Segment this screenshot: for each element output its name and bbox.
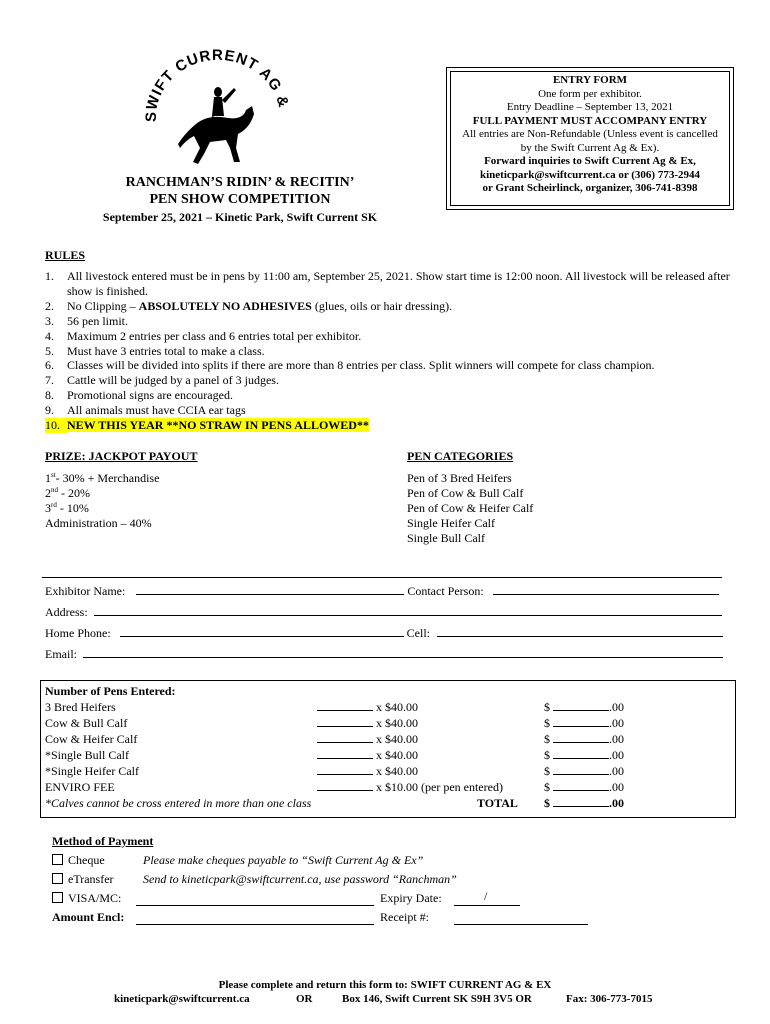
total-amount-field[interactable]: [553, 796, 609, 807]
pens-heading: Number of Pens Entered:: [45, 684, 176, 698]
expiry-field[interactable]: [454, 905, 520, 906]
prize-item: Administration – 40%: [45, 516, 152, 530]
rule-item: 2. No Clipping – ABSOLUTELY NO ADHESIVES (glues, oils or hair dressing).: [45, 298, 453, 313]
pen-amount: $ .00: [544, 732, 624, 746]
rules-heading: RULES: [45, 248, 86, 262]
prize-item: 2nd - 20%: [45, 486, 90, 500]
visa-option: [52, 891, 121, 906]
cheque-note: Please make cheques payable to “Swift Current Ag & Ex”: [143, 853, 424, 867]
receipt-field[interactable]: [454, 924, 588, 925]
address-row: [45, 605, 725, 620]
organizer-line: or Grant Scheirlinck, organizer, 306-741-8398: [482, 182, 698, 194]
rule-item: 8. Promotional signs are encouraged.: [45, 388, 233, 403]
refund-note: All entries are Non-Refundable (Unless event is cancelled: [462, 128, 718, 140]
rule-item: 4. Maximum 2 entries per class and 6 entries total per exhibitor.: [45, 328, 362, 343]
etransfer-option: [52, 872, 114, 887]
pen-count-field[interactable]: [317, 780, 373, 791]
contact-person-field[interactable]: [493, 584, 719, 595]
pen-amount: $ .00: [544, 764, 624, 778]
footer-address: Box 146, Swift Current SK S9H 3V5 OR: [342, 993, 532, 1005]
organization-logo: [138, 44, 298, 174]
pen-price-row: x $10.00 (per pen entered): [317, 779, 503, 795]
address-field[interactable]: [94, 605, 722, 616]
pen-amount: $ .00: [544, 748, 624, 762]
total-label: TOTAL: [477, 796, 518, 810]
home-phone-label: Home Phone:: [45, 626, 111, 640]
footer-or: OR: [296, 993, 313, 1005]
rule-item: 5. Must have 3 entries total to make a class.: [45, 343, 265, 358]
cheque-option: [52, 853, 105, 868]
refund-note-cont: by the Swift Current Ag & Ex).: [520, 141, 660, 154]
pen-price-row: x $40.00: [317, 763, 418, 779]
amount-encl-label: Amount Encl:: [52, 910, 125, 924]
pens-entered-box: [40, 680, 736, 818]
expiry-label: Expiry Date:: [380, 891, 442, 905]
etransfer-checkbox[interactable]: [52, 873, 63, 884]
phone-row: [45, 626, 725, 641]
rule-item: 9. All animals must have CCIA ear tags: [45, 403, 246, 418]
pen-label: 3 Bred Heifers: [45, 700, 116, 714]
amount-encl-field[interactable]: [136, 924, 374, 925]
etransfer-label: eTransfer: [68, 872, 114, 886]
prize-heading: PRIZE: JACKPOT PAYOUT: [45, 449, 198, 463]
rule-item: 1. All livestock entered must be in pens by 11:00 am, September 25, 2021. Show start time is 12:00 noon. All livestock will be released after show is finished.: [45, 269, 730, 298]
rule-item-highlighted: 10. NEW THIS YEAR **NO STRAW IN PENS ALLOWED**: [45, 418, 369, 433]
exhibitor-label: Exhibitor Name:: [45, 584, 126, 598]
visa-checkbox[interactable]: [52, 892, 63, 903]
receipt-label: Receipt #:: [380, 910, 429, 924]
pen-price-row: x $40.00: [317, 715, 418, 731]
category-item: Pen of Cow & Heifer Calf: [407, 501, 534, 515]
category-item: Pen of Cow & Bull Calf: [407, 486, 524, 500]
pen-label: *Single Bull Calf: [45, 748, 129, 762]
expiry-slash: /: [484, 889, 488, 903]
pen-amount: $ .00: [544, 780, 624, 794]
pen-label: Cow & Heifer Calf: [45, 732, 138, 746]
amount-field[interactable]: [553, 716, 609, 727]
prize-list: [45, 471, 159, 531]
home-phone-field[interactable]: [120, 626, 404, 637]
contact-email-line: kineticpark@swiftcurrent.ca or (306) 773-2944: [479, 168, 701, 181]
rule-item: 3. 56 pen limit.: [45, 313, 128, 328]
pens-note: *Calves cannot be cross entered in more than one class: [45, 796, 312, 810]
pen-label: ENVIRO FEE: [45, 780, 115, 794]
etransfer-note: Send to kineticpark@swiftcurrent.ca, use password “Ranchman”: [143, 872, 457, 886]
event-title: [40, 174, 440, 208]
total-amount: $ .00: [544, 796, 624, 810]
category-item: Pen of 3 Bred Heifers: [407, 471, 512, 485]
category-item: Single Bull Calf: [407, 531, 485, 545]
card-number-field[interactable]: [136, 905, 374, 906]
amount-field[interactable]: [553, 700, 609, 711]
exhibitor-row: [45, 584, 725, 599]
pen-price-row: x $40.00: [317, 747, 418, 763]
amount-field[interactable]: [553, 732, 609, 743]
cheque-checkbox[interactable]: [52, 854, 63, 865]
cheque-label: Cheque: [68, 853, 105, 867]
cell-label: Cell:: [406, 626, 431, 640]
pen-label: Cow & Bull Calf: [45, 716, 128, 730]
footer-email: kineticpark@swiftcurrent.ca: [114, 993, 250, 1005]
pen-amount: $ .00: [544, 716, 624, 730]
payment-heading: Method of Payment: [52, 834, 154, 848]
amount-field[interactable]: [553, 748, 609, 759]
entry-form-line: One form per exhibitor.: [538, 87, 642, 100]
rule-item: 7. Cattle will be judged by a panel of 3 judges.: [45, 373, 279, 388]
pen-count-field[interactable]: [317, 716, 373, 727]
rule-item: 6. Classes will be divided into splits if there are more than 8 entries per class. Split winners will compete for class champion.: [45, 358, 655, 373]
footer-line1: Please complete and return this form to: SWIFT CURRENT AG & EX: [218, 979, 552, 991]
divider: [42, 577, 722, 578]
event-date: September 25, 2021 – Kinetic Park, Swift Current SK: [102, 210, 378, 224]
event-title-line2: PEN SHOW COMPETITION: [149, 192, 331, 207]
pen-count-field[interactable]: [317, 764, 373, 775]
pen-count-field[interactable]: [317, 748, 373, 759]
inquiries-line: Forward inquiries to Swift Current Ag & Ex,: [484, 155, 696, 167]
categories-heading: PEN CATEGORIES: [407, 449, 514, 463]
prize-item: 1st- 30% + Merchandise: [45, 471, 160, 485]
pen-label: *Single Heifer Calf: [45, 764, 139, 778]
email-field[interactable]: [83, 647, 723, 658]
email-row: [45, 647, 725, 662]
category-item: Single Heifer Calf: [407, 516, 495, 530]
exhibitor-name-field[interactable]: [136, 584, 404, 595]
address-label: Address:: [45, 605, 88, 619]
email-label: Email:: [45, 647, 77, 661]
entry-deadline: Entry Deadline – September 13, 2021: [506, 101, 674, 113]
event-title-line1: RANCHMAN’S RIDIN’ & RECITIN’: [125, 175, 355, 190]
cell-field[interactable]: [437, 626, 723, 637]
full-payment-note: FULL PAYMENT MUST ACCOMPANY ENTRY: [472, 114, 708, 127]
visa-label: VISA/MC:: [68, 891, 122, 905]
pen-amount: $ .00: [544, 700, 624, 714]
pen-count-field[interactable]: [317, 700, 373, 711]
entry-form-box: [446, 67, 734, 210]
entry-form-title: ENTRY FORM: [552, 74, 628, 86]
contact-label: Contact Person:: [407, 584, 484, 598]
categories-list: [407, 471, 533, 546]
footer-fax: Fax: 306-773-7015: [566, 993, 653, 1005]
logo-text: SWIFT CURRENT AG &: [142, 46, 293, 123]
pen-price-row: x $40.00: [317, 731, 418, 747]
amount-field[interactable]: [553, 764, 609, 775]
pen-price-row: x $40.00: [317, 699, 418, 715]
amount-field[interactable]: [553, 780, 609, 791]
pen-count-field[interactable]: [317, 732, 373, 743]
rules-list: [45, 269, 735, 433]
prize-item: 3rd - 10%: [45, 501, 89, 515]
